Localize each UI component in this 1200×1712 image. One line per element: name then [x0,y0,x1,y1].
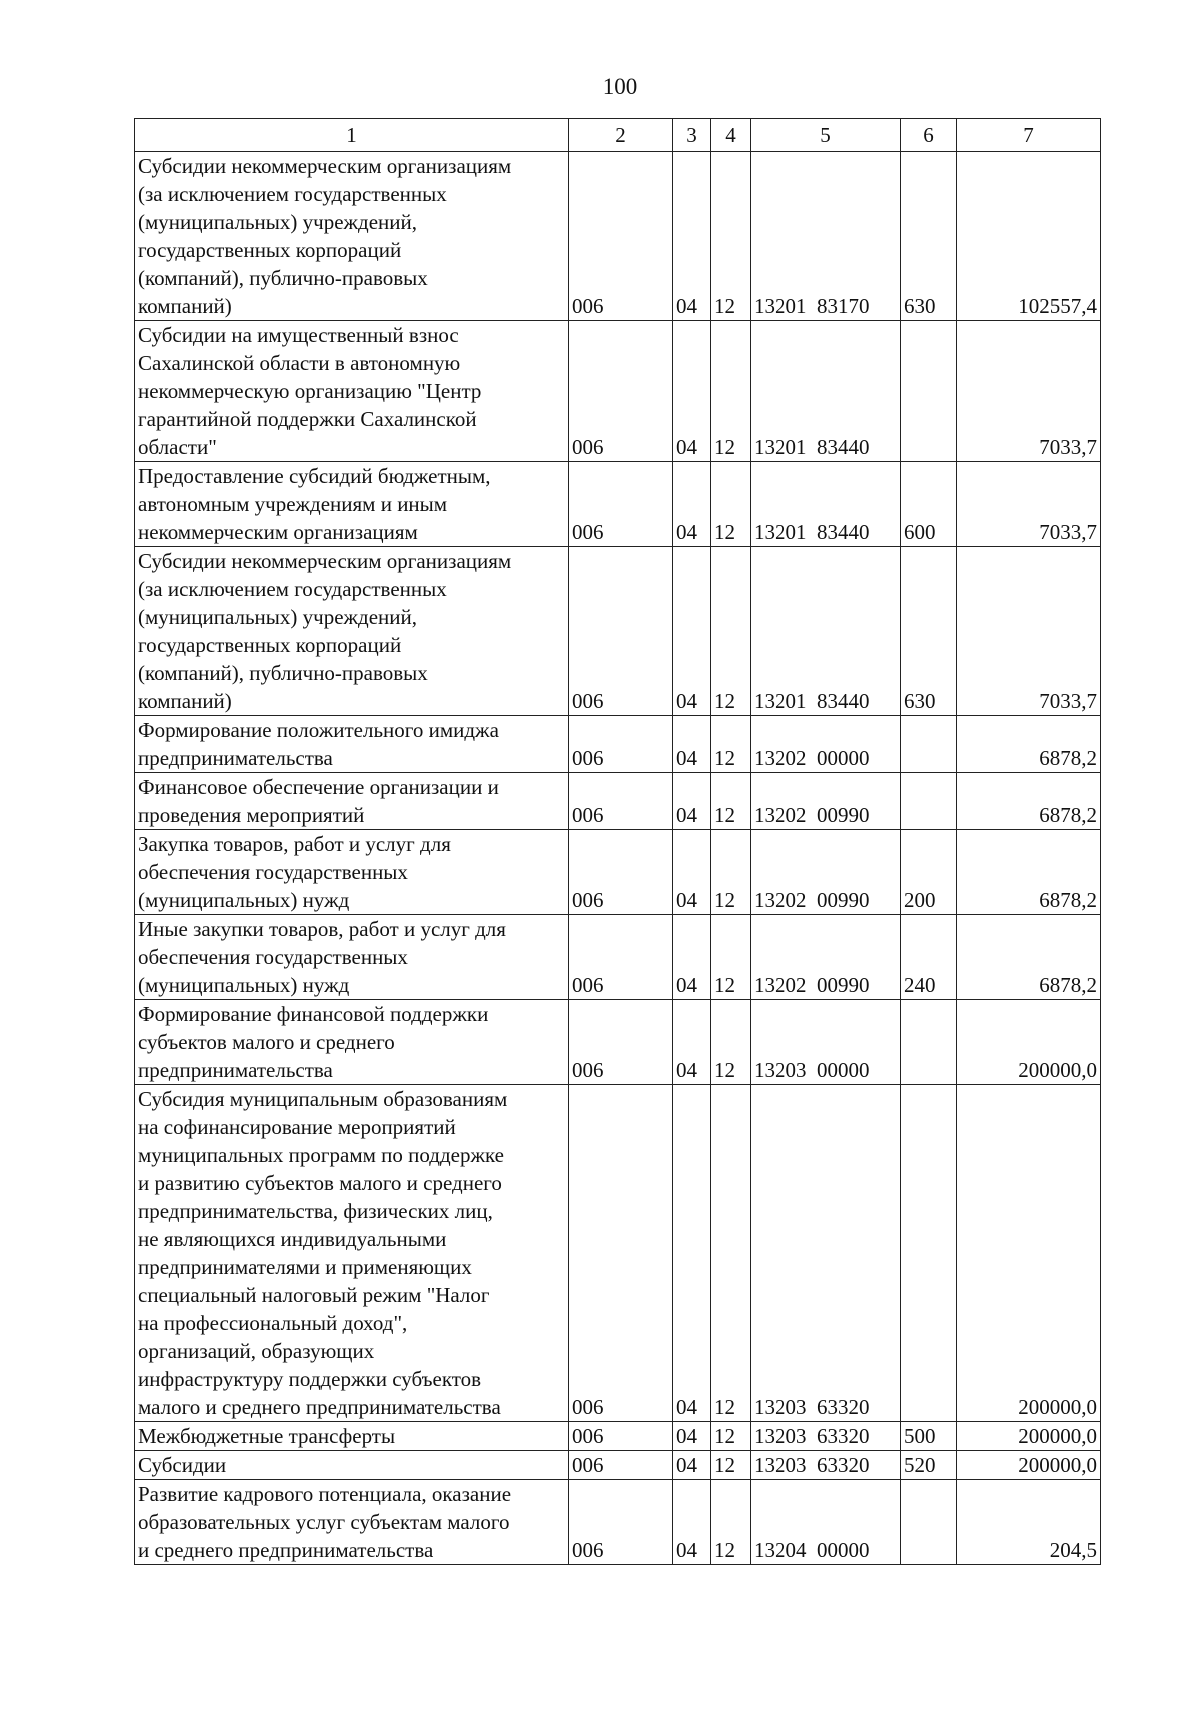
row-name: Субсидии некоммерческим организациям (за исключением государственных (муниципальных) учреждений, государственных корпораций (компаний), публично-правовых компаний) [135,152,569,321]
row-code-3: 04 [673,1000,711,1085]
row-name: Закупка товаров, работ и услуг для обеспечения государственных (муниципальных) нужд [135,830,569,915]
row-code-2: 006 [569,1085,673,1422]
row-amount: 6878,2 [957,830,1101,915]
row-code-6 [901,773,957,830]
row-code-3: 04 [673,321,711,462]
row-code-6: 600 [901,462,957,547]
row-code-2: 006 [569,152,673,321]
row-code-5: 13203 63320 [751,1451,901,1480]
row-code-3: 04 [673,462,711,547]
row-name: Предоставление субсидий бюджетным, автономным учреждениям и иным некоммерческим организациям [135,462,569,547]
row-amount: 200000,0 [957,1422,1101,1451]
row-code-5: 13202 00990 [751,773,901,830]
row-code-4: 12 [711,915,751,1000]
row-code-3: 04 [673,547,711,716]
row-code-3: 04 [673,1085,711,1422]
row-name: Формирование финансовой поддержки субъектов малого и среднего предпринимательства [135,1000,569,1085]
row-name: Финансовое обеспечение организации и проведения мероприятий [135,773,569,830]
row-code-3: 04 [673,773,711,830]
row-code-3: 04 [673,1451,711,1480]
row-code-2: 006 [569,915,673,1000]
row-code-2: 006 [569,1000,673,1085]
page-number: 100 [602,74,638,99]
table-row [135,915,1101,1000]
row-code-6 [901,1000,957,1085]
column-header-5: 5 [751,119,901,152]
row-code-4: 12 [711,1085,751,1422]
row-code-5: 13201 83440 [751,547,901,716]
row-code-4: 12 [711,152,751,321]
table-row [135,830,1101,915]
column-header-7: 7 [957,119,1101,152]
column-header-2: 2 [569,119,673,152]
row-code-2: 006 [569,462,673,547]
row-amount: 7033,7 [957,547,1101,716]
row-code-2: 006 [569,830,673,915]
row-amount: 200000,0 [957,1085,1101,1422]
row-code-4: 12 [711,321,751,462]
table-row [135,716,1101,773]
row-name: Межбюджетные трансферты [135,1422,569,1451]
row-code-5: 13201 83440 [751,462,901,547]
row-amount: 6878,2 [957,773,1101,830]
row-name: Субсидии на имущественный взнос Сахалинской области в автономную некоммерческую организацию "Центр гарантийной поддержки Сахалинской области" [135,321,569,462]
row-code-3: 04 [673,1422,711,1451]
row-code-6: 520 [901,1451,957,1480]
table-row [135,1480,1101,1565]
row-name: Иные закупки товаров, работ и услуг для обеспечения государственных (муниципальных) нужд [135,915,569,1000]
table-row [135,773,1101,830]
row-code-5: 13201 83440 [751,321,901,462]
column-header-1: 1 [135,119,569,152]
column-header-4: 4 [711,119,751,152]
row-code-5: 13203 00000 [751,1000,901,1085]
row-name: Субсидии [135,1451,569,1480]
budget-table [134,118,1101,1565]
table-row [135,321,1101,462]
row-code-6: 500 [901,1422,957,1451]
row-code-5: 13202 00990 [751,830,901,915]
row-code-5: 13204 00000 [751,1480,901,1565]
row-code-2: 006 [569,1422,673,1451]
row-name: Субсидии некоммерческим организациям (за исключением государственных (муниципальных) учреждений, государственных корпораций (компаний), публично-правовых компаний) [135,547,569,716]
row-name: Субсидия муниципальным образованиям на софинансирование мероприятий муниципальных программ по поддержке и развитию субъектов малого и среднего предпринимательства, физических лиц, не являющихся индивидуальными предпринимателями и применяющих специальный налоговый режим "Налог на профессиональный доход", организаций, образующих инфраструктуру поддержки субъектов малого и среднего предпринимательства [135,1085,569,1422]
row-code-2: 006 [569,1451,673,1480]
table-row [135,1000,1101,1085]
row-code-6 [901,716,957,773]
table-row [135,152,1101,321]
row-code-6: 630 [901,547,957,716]
row-code-2: 006 [569,547,673,716]
row-amount: 7033,7 [957,321,1101,462]
row-code-6: 630 [901,152,957,321]
row-amount: 200000,0 [957,1451,1101,1480]
row-code-3: 04 [673,716,711,773]
row-code-5: 13203 63320 [751,1085,901,1422]
row-amount: 7033,7 [957,462,1101,547]
row-code-6: 240 [901,915,957,1000]
row-code-4: 12 [711,547,751,716]
table-row [135,547,1101,716]
row-code-4: 12 [711,716,751,773]
row-code-4: 12 [711,462,751,547]
column-header-3: 3 [673,119,711,152]
row-code-2: 006 [569,773,673,830]
row-amount: 204,5 [957,1480,1101,1565]
row-code-2: 006 [569,321,673,462]
table-row [135,462,1101,547]
row-code-3: 04 [673,152,711,321]
row-code-3: 04 [673,915,711,1000]
row-code-4: 12 [711,1451,751,1480]
table-row [135,1085,1101,1422]
row-name: Формирование положительного имиджа предпринимательства [135,716,569,773]
row-code-6 [901,1480,957,1565]
row-name: Развитие кадрового потенциала, оказание образовательных услуг субъектам малого и среднего предпринимательства [135,1480,569,1565]
row-code-4: 12 [711,830,751,915]
row-amount: 102557,4 [957,152,1101,321]
row-code-3: 04 [673,1480,711,1565]
row-code-2: 006 [569,1480,673,1565]
row-code-6: 200 [901,830,957,915]
row-amount: 200000,0 [957,1000,1101,1085]
row-code-6 [901,1085,957,1422]
row-code-5: 13202 00000 [751,716,901,773]
row-code-4: 12 [711,1480,751,1565]
row-amount: 6878,2 [957,716,1101,773]
row-code-4: 12 [711,1000,751,1085]
row-code-4: 12 [711,1422,751,1451]
header-row [135,119,1101,152]
column-header-6: 6 [901,119,957,152]
table-row [135,1451,1101,1480]
row-code-4: 12 [711,773,751,830]
row-code-5: 13203 63320 [751,1422,901,1451]
row-code-3: 04 [673,830,711,915]
table-row [135,1422,1101,1451]
table-body [135,152,1101,1565]
row-code-5: 13201 83170 [751,152,901,321]
row-amount: 6878,2 [957,915,1101,1000]
row-code-5: 13202 00990 [751,915,901,1000]
row-code-6 [901,321,957,462]
row-code-2: 006 [569,716,673,773]
